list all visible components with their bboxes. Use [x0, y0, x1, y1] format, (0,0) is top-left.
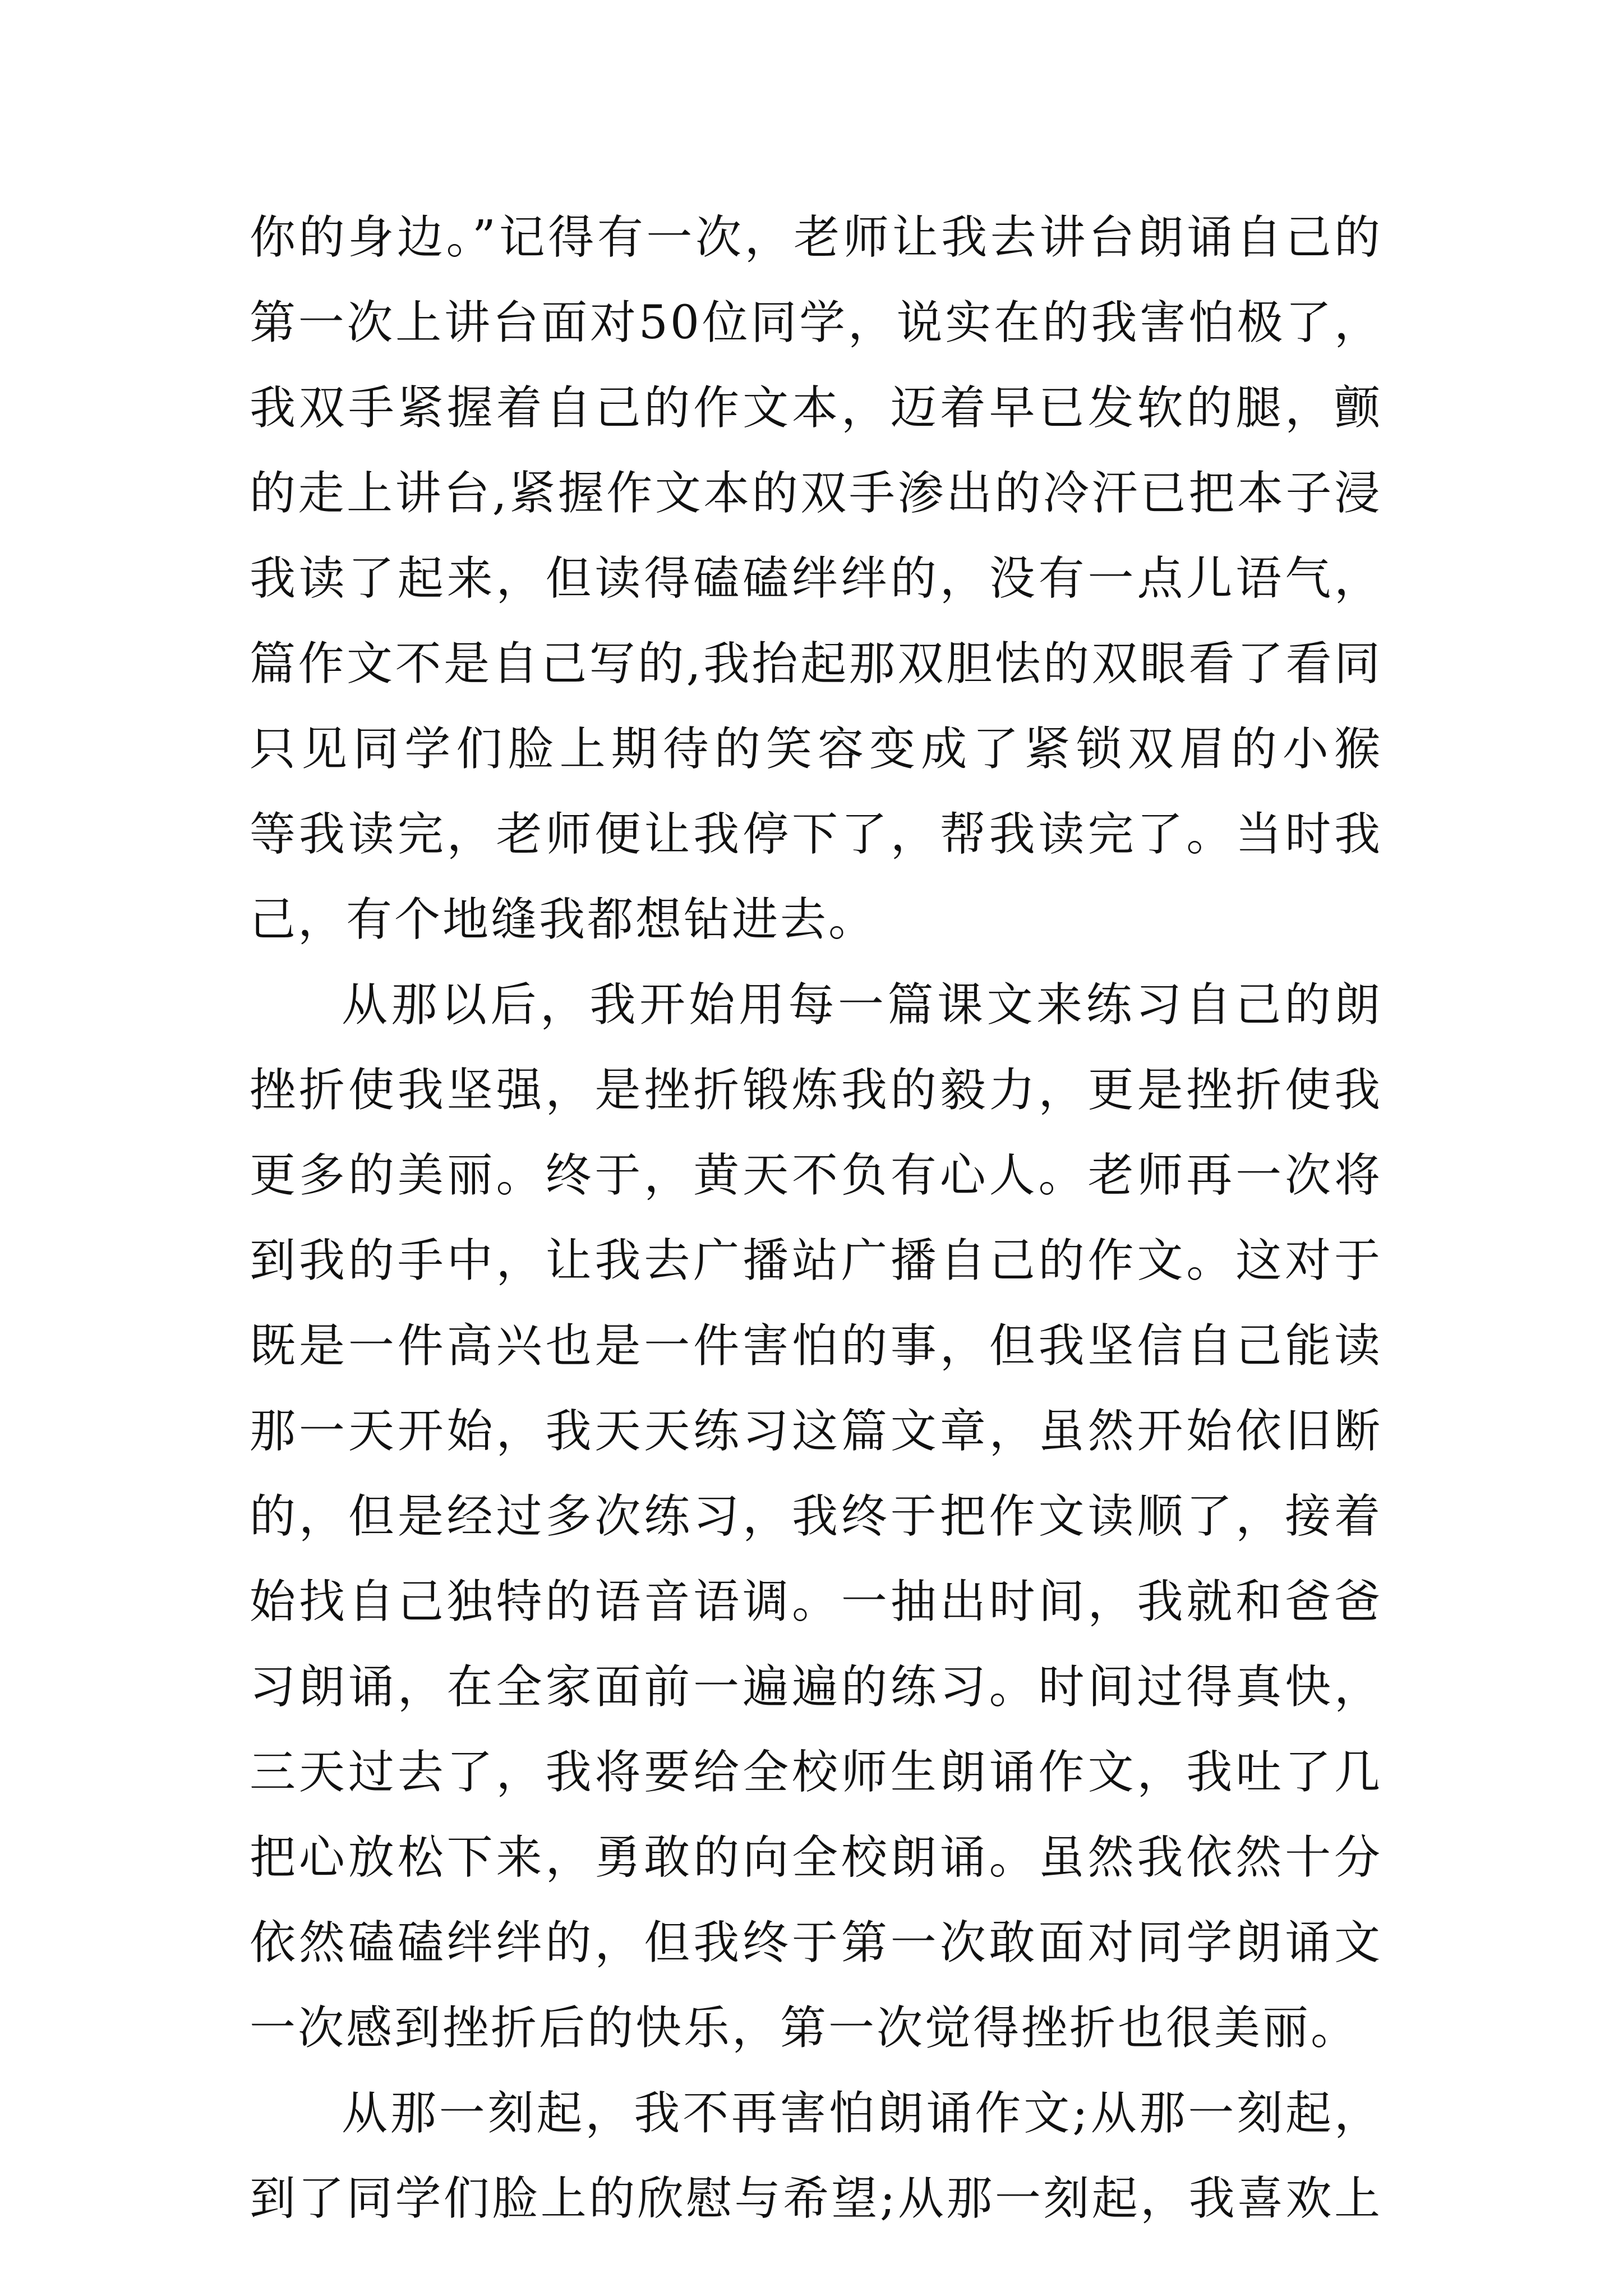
text-line: 既是一件高兴也是一件害怕的事，但我坚信自己能读 [250, 1319, 1382, 1373]
text-line: 从那一刻起，我不再害怕朗诵作文;从那一刻起， [342, 2087, 1382, 2140]
text-line: 更多的美丽。终于，黄天不负有心人。老师再一次将 [250, 1149, 1382, 1202]
text-line: 始找自己独特的语音语调。一抽出时间，我就和爸爸 [250, 1575, 1382, 1628]
body-text [250, 195, 1382, 2242]
text-line: 己，有个地缝我都想钻进去。 [250, 893, 877, 946]
text-line: 依然磕磕绊绊的，但我终于第一次敢面对同学朗诵文 [250, 1916, 1382, 1970]
text-line: 从那以后，我开始用每一篇课文来练习自己的朗 [342, 978, 1382, 1032]
text-line: 把心放松下来，勇敢的向全校朗诵。虽然我依然十分 [250, 1831, 1382, 1884]
text-line: 那一天开始，我天天练习这篇文章，虽然开始依旧断 [250, 1405, 1382, 1458]
text-line: 只见同学们脸上期待的笑容变成了紧锁双眉的小猴 [250, 723, 1382, 776]
text-line: 第一次上讲台面对50位同学，说实在的我害怕极了， [250, 296, 1382, 349]
text-line: 习朗诵，在全家面前一遍遍的练习。时间过得真快， [250, 1660, 1382, 1714]
text-line: 到我的手中，让我去广播站广播自己的作文。这对于 [250, 1234, 1382, 1287]
paragraph [250, 2071, 1382, 2242]
text-line: 的，但是经过多次练习，我终于把作文读顺了，接着 [250, 1490, 1382, 1543]
text-line: 等我读完，老师便让我停下了，帮我读完了。当时我 [250, 808, 1382, 861]
text-line: 挫折使我坚强，是挫折锻炼我的毅力，更是挫折使我 [250, 1064, 1382, 1117]
text-line: 我双手紧握着自己的作文本，迈着早已发软的腿，颤 [250, 381, 1382, 435]
paragraph [250, 195, 1382, 963]
text-line: 我读了起来，但读得磕磕绊绊的，没有一点儿语气， [250, 552, 1382, 605]
text-line: 你的身边。”记得有一次，老师让我去讲台朗诵自己的 [250, 211, 1382, 264]
paragraph [250, 963, 1382, 2071]
text-line: 一次感到挫折后的快乐，第一次觉得挫折也很美丽。 [250, 2001, 1359, 2055]
text-line: 的走上讲台,紧握作文本的双手渗出的冷汗已把本子浸 [250, 467, 1382, 520]
text-line: 篇作文不是自己写的,我抬起那双胆怯的双眼看了看同 [250, 637, 1382, 691]
text-line: 到了同学们脸上的欣慰与希望;从那一刻起，我喜欢上 [250, 2172, 1382, 2225]
text-line: 三天过去了，我将要给全校师生朗诵作文，我吐了几 [250, 1746, 1382, 1799]
